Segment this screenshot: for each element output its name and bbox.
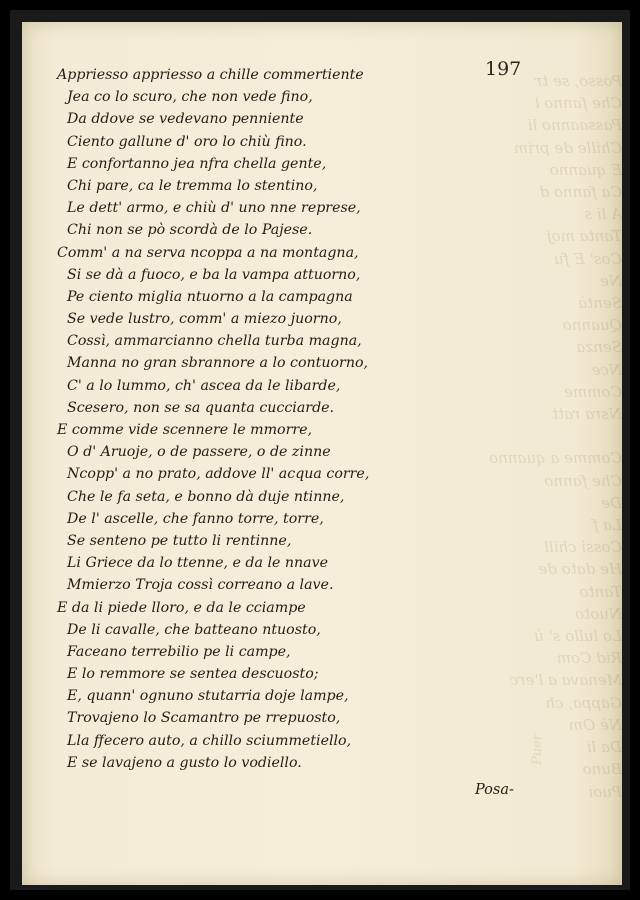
verse-line: E comme vide scennere le mmorre,	[57, 422, 313, 438]
verse-line: Manna no gran sbrannore a lo contuorno,	[67, 355, 369, 372]
verse-line: Chi pare, ca le tremma lo stentino,	[67, 177, 318, 194]
verse-line: Se vede lustro, comm' a miezo juorno,	[67, 311, 342, 328]
verse-line: E lo remmore se sentea descuosto;	[67, 666, 319, 683]
scan-frame	[10, 10, 630, 890]
verse-block	[57, 64, 477, 774]
verse-line: C' a lo lummo, ch' ascea da le libarde,	[67, 377, 341, 394]
verse-line: De l' ascelle, che fanno torre, torre,	[67, 510, 324, 527]
verse-line: Ncopp' a no prato, addove ll' acqua corre,	[67, 466, 370, 483]
verse-line: Mmierzo Troja cossì correano a lave.	[67, 577, 334, 594]
book-page	[22, 22, 622, 885]
catchword: Posa-	[475, 782, 514, 798]
verse-line: Si se dà a fuoco, e ba la vampa attuorno,	[67, 266, 361, 283]
verse-line: Cossì, ammarcianno chella turba magna,	[67, 333, 362, 350]
verse-line: De li cavalle, che batteano ntuosto,	[67, 621, 321, 638]
verse-line: Scesero, non se sa quanta cucciarde.	[67, 399, 335, 416]
verse-line: Se senteno pe tutto li rentinne,	[67, 532, 292, 549]
verse-line: Le dett' armo, e chiù d' uno nne represe,	[67, 200, 361, 217]
show-through-margin: Puer	[530, 733, 546, 766]
verse-line: Chi non se pò scordà de lo Pajese.	[67, 222, 313, 239]
verse-line: Li Griece da lo ttenne, e da le nnave	[67, 555, 329, 572]
verse-line: Jea co lo scuro, che non vede fino,	[67, 89, 313, 106]
verse-line: Che le fa seta, e bonno dà duje ntinne,	[67, 488, 345, 505]
verse-line: E confortanno jea nfra chella gente,	[67, 155, 327, 172]
verse-line: Trovajeno lo Scamantro pe rrepuosto,	[67, 710, 341, 727]
verse-line: Ciento gallune d' oro lo chiù fino.	[67, 133, 307, 150]
verse-line: Comm' a na serva ncoppa a na montagna,	[57, 244, 359, 261]
verse-line: Da ddove se vedevano penniente	[67, 111, 304, 128]
verse-line: Lla ffecero auto, a chillo sciummetiello,	[67, 732, 352, 749]
verse-line: Appriesso appriesso a chille commertiente	[57, 67, 364, 83]
show-through-text: Posso, se tr Che fanno l Passaanno li Chille de prim E quanno Ca fanno d A li s Tanta moj Cos' E fu Ne Sentà Quanno Senza Nce Comme Nsra ratt Comme a quanno Che fanno De La f Cossì chill He dato de Tanto Nuoto Lo lullo s' ù Rid Com Menava a l'erc Gappa, ch Nè Om Da li Buno Puoi	[489, 72, 622, 801]
verse-line: E se lavajeno a gusto lo vodiello.	[67, 754, 302, 771]
verse-line: Pe ciento miglia ntuorno a la campagna	[67, 288, 353, 305]
page-number: 197	[485, 58, 522, 80]
verse-line: E da li piede lloro, e da le cciampe	[57, 599, 306, 616]
verse-line: Faceano terrebilio pe li campe,	[67, 643, 291, 660]
verse-line: O d' Aruoje, o de passere, o de zinne	[67, 444, 331, 461]
verse-line: E, quann' ognuno stutarria doje lampe,	[67, 688, 349, 705]
